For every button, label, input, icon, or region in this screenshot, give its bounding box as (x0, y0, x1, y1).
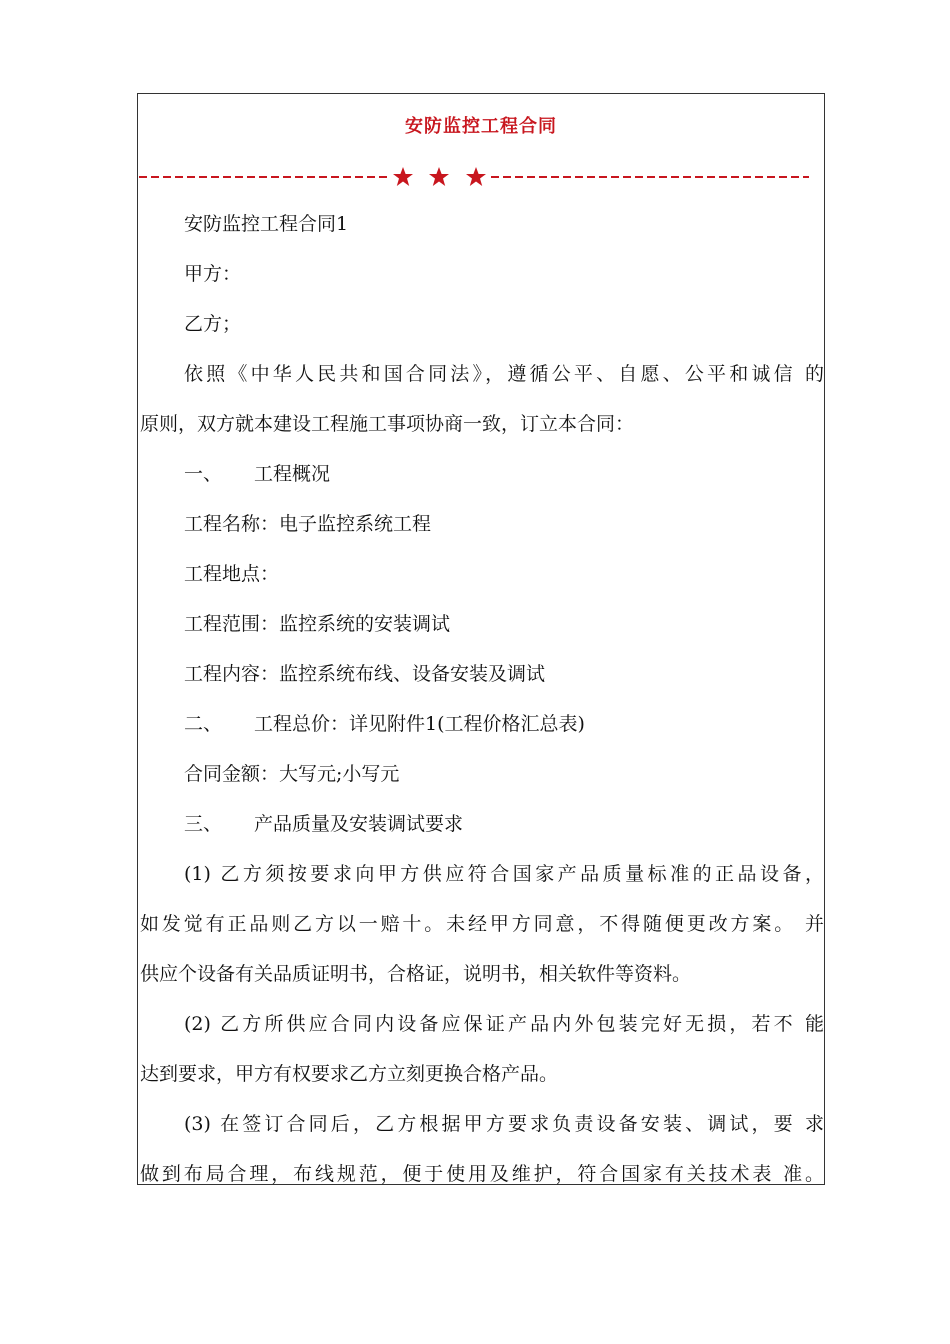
star-icon (429, 167, 449, 186)
party-b-label: 乙方； (184, 313, 242, 335)
star-icon (466, 167, 486, 186)
section-2-title: 工程总价：详见附件1(工程价格汇总表) (254, 713, 585, 735)
section-1-number: 一、 (184, 463, 223, 485)
section-2-heading (140, 699, 824, 749)
section-1-title: 工程概况 (254, 463, 331, 485)
intro-line-1: 依照《中华人民共和国合同法》，遵循公平、自愿、公平和诚信 的 (184, 363, 824, 385)
section-3-number: 三、 (184, 813, 223, 835)
section-3-heading (140, 799, 824, 849)
section-3-title: 产品质量及安装调试要求 (254, 813, 464, 835)
star-icon (393, 167, 413, 186)
intro-line-2: 原则，双方就本建设工程施工事项协商一致，订立本合同： (140, 413, 635, 435)
party-a-label: 甲方： (184, 263, 242, 285)
section-2-number: 二、 (184, 713, 223, 735)
document-title: 安防监控工程合同 (405, 116, 557, 137)
section-1-heading (140, 449, 824, 499)
project-scope: 工程范围：监控系统的安装调试 (184, 613, 451, 635)
clause-1-line-3: 供应个设备有关品质证明书，合格证，说明书，相关软件等资料。 (140, 963, 692, 985)
clause-1-line-2: 如发觉有正品则乙方以一赔十。未经甲方同意，不得随便更改方案。 并 (140, 913, 824, 935)
clause-3-line-2: 做到布局合理，布线规范，便于使用及维护，符合国家有关技术表 准。 (140, 1163, 824, 1185)
project-content: 工程内容：监控系统布线、设备安装及调试 (184, 663, 546, 685)
clause-3-line-1: (3) 在签订合同后，乙方根据甲方要求负责设备安装、调试，要 求 (184, 1113, 824, 1135)
clause-2-line-2: 达到要求，甲方有权要求乙方立刻更换合格产品。 (140, 1063, 559, 1085)
title-divider (137, 164, 825, 190)
project-location: 工程地点： (184, 563, 280, 585)
contract-heading: 安防监控工程合同1 (184, 213, 349, 235)
contract-amount: 合同金额：大写元;小写元 (184, 763, 400, 785)
project-name: 工程名称：电子监控系统工程 (184, 513, 432, 535)
document-body (140, 199, 824, 1199)
clause-2-line-1: (2) 乙方所供应合同内设备应保证产品内外包装完好无损，若不 能 (184, 1013, 824, 1035)
clause-1-line-1: (1) 乙方须按要求向甲方供应符合国家产品质量标准的正品设备， (184, 863, 824, 885)
